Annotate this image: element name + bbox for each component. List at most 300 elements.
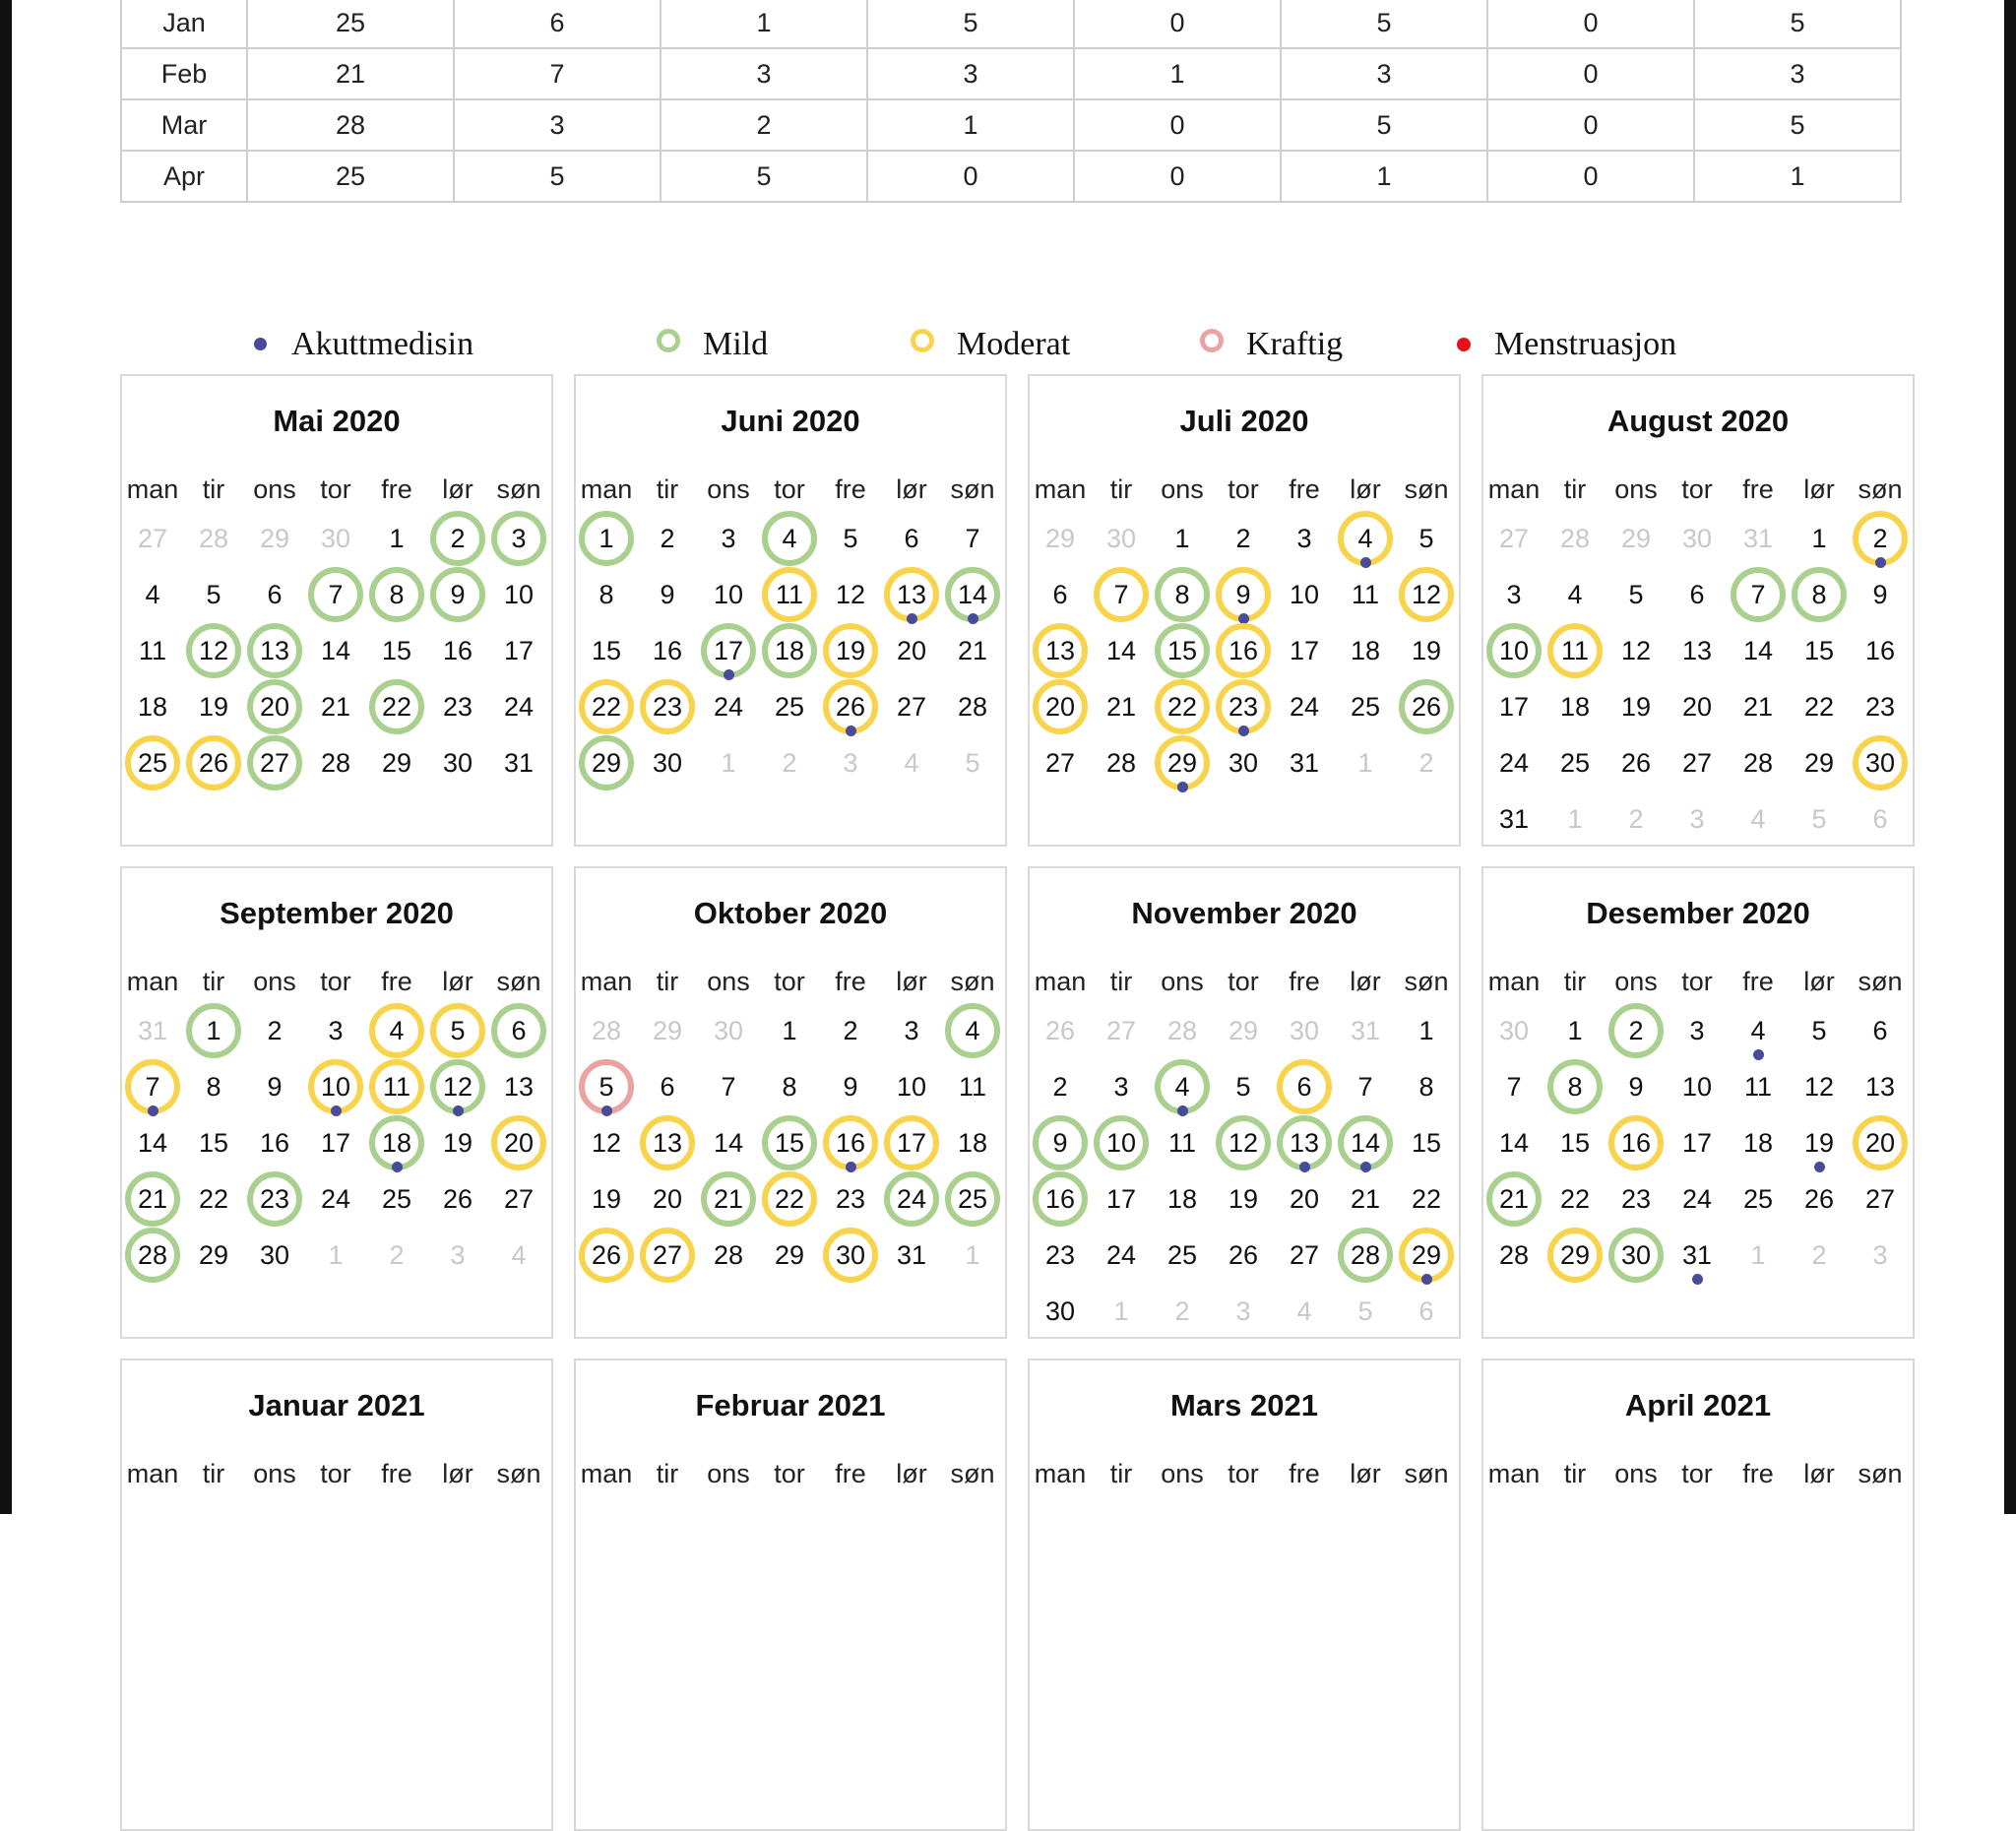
weekday-header: fre [835,474,866,504]
day-number: 31 [1289,748,1320,778]
day-number: 31 [1681,1240,1713,1270]
day-cell [244,1229,305,1282]
month-title: Oktober 2020 [693,896,888,930]
day-cell [305,1116,366,1169]
day-number: 1 [1750,1240,1766,1270]
day-number: 20 [1044,692,1076,722]
month-calendar [1481,374,1915,847]
day-number: 2 [1811,1240,1827,1270]
day-cell [1152,1116,1213,1169]
day-cell [183,1229,244,1282]
day-number: 30 [1498,1016,1530,1045]
day-number: 8 [206,1072,221,1102]
day-cell [1396,1172,1457,1226]
day-cell-outside-month [1091,512,1152,565]
day-number: 23 [1620,1184,1652,1214]
day-number: 23 [835,1184,866,1214]
day-number: 20 [1681,692,1713,722]
day-number: 18 [1559,692,1591,722]
day-number: 12 [198,636,229,665]
month-title: Mai 2020 [273,404,401,438]
day-number: 22 [1166,692,1198,722]
weekday-header: lør [896,1459,927,1488]
day-cell [820,1229,881,1282]
day-cell [366,1116,427,1169]
day-number: 6 [267,580,283,609]
day-cell [183,1060,244,1113]
day-number: 26 [1620,748,1652,778]
day-number: 16 [1864,636,1896,665]
month-title: Februar 2021 [695,1388,886,1422]
day-cell [1850,568,1911,621]
weekday-header: man [126,1459,179,1488]
day-cell [576,512,637,565]
day-number: 29 [774,1240,805,1270]
day-number: 19 [1411,636,1442,665]
day-cell [1091,1229,1152,1282]
weekday-header: ons [253,967,296,996]
weekday-header: fre [835,967,866,996]
legend-label: Menstruasjon [1494,326,1677,362]
day-cell [1274,624,1335,677]
month-calendar [1028,374,1461,847]
day-cell [1667,680,1728,733]
day-cell [1091,1172,1152,1226]
day-cell [1850,1116,1911,1169]
day-cell [637,736,698,789]
day-number: 3 [1689,804,1705,834]
weekday-header: ons [253,474,296,504]
day-number: 9 [1872,580,1888,609]
day-cell [427,680,488,733]
day-number: 1 [1357,748,1373,778]
day-cell [576,568,637,621]
weekday-header: tir [656,967,679,996]
day-number: 16 [652,636,683,665]
table-cell: 1 [1694,151,1901,202]
day-number: 6 [1689,580,1705,609]
day-cell-outside-month [1850,792,1911,846]
day-number: 2 [450,524,466,553]
day-number: 17 [1498,692,1530,722]
day-cell [1606,1229,1667,1282]
table-cell: 1 [1074,48,1281,99]
day-number: 27 [137,524,168,553]
day-number: 2 [843,1016,858,1045]
weekday-header: tor [1681,474,1713,504]
day-number: 18 [1166,1184,1198,1214]
day-cell [881,1116,942,1169]
day-number: 30 [442,748,473,778]
day-number: 3 [843,748,858,778]
day-cell [305,1172,366,1226]
day-cell [366,568,427,621]
weekday-header: ons [1614,967,1658,996]
day-number: 2 [1628,804,1644,834]
day-cell [1335,1116,1396,1169]
day-number: 23 [259,1184,290,1214]
day-cell [1544,1116,1606,1169]
day-number: 7 [145,1072,160,1102]
day-number: 26 [442,1184,473,1214]
day-cell [881,512,942,565]
day-number: 11 [1351,580,1380,609]
day-cell-outside-month [1789,792,1850,846]
table-cell-month: Apr [121,151,247,202]
day-cell [1030,1172,1091,1226]
day-cell [427,624,488,677]
day-number: 7 [965,524,980,553]
day-cell-outside-month [1335,1004,1396,1057]
table-cell-month: Jan [121,0,247,48]
day-number: 25 [381,1184,412,1214]
day-cell [183,680,244,733]
day-cell [1667,1172,1728,1226]
day-number: 30 [713,1016,744,1045]
weekday-header: fre [835,1459,866,1488]
day-number: 20 [503,1128,535,1158]
day-number: 18 [1350,636,1381,665]
day-number: 22 [1411,1184,1442,1214]
day-number: 9 [450,580,466,609]
day-number: 9 [843,1072,858,1102]
day-number: 15 [381,636,412,665]
day-number: 23 [1044,1240,1076,1270]
day-cell [1606,736,1667,789]
day-number: 6 [1872,804,1888,834]
day-cell [244,1172,305,1226]
day-number: 10 [1289,580,1320,609]
month-title: Mars 2021 [1170,1388,1318,1422]
day-number: 20 [259,692,290,722]
day-cell-outside-month [1544,512,1606,565]
day-number: 21 [137,1184,168,1214]
day-cell-outside-month [244,512,305,565]
day-cell [759,1004,820,1057]
day-number: 2 [1052,1072,1068,1102]
day-number: 2 [660,524,675,553]
day-number: 30 [259,1240,290,1270]
day-number: 21 [1350,1184,1381,1214]
day-cell [1850,1060,1911,1113]
day-cell [427,1004,488,1057]
day-cell [1483,1116,1544,1169]
day-number: 9 [660,580,675,609]
day-cell [759,568,820,621]
day-number: 12 [1803,1072,1835,1102]
day-cell [305,1060,366,1113]
weekday-header: tir [202,474,225,504]
day-number: 11 [1560,636,1590,665]
day-number: 4 [389,1016,405,1045]
day-number: 5 [843,524,858,553]
day-number: 27 [1105,1016,1137,1045]
day-cell [1850,624,1911,677]
day-cell [942,512,1003,565]
day-cell [759,1060,820,1113]
day-number: 29 [1411,1240,1442,1270]
day-number: 10 [503,580,535,609]
day-number: 17 [320,1128,351,1158]
day-number: 26 [1044,1016,1076,1045]
day-cell [1030,1116,1091,1169]
day-number: 4 [1567,580,1583,609]
weekday-header: lør [442,474,473,504]
month-title: Juli 2020 [1179,404,1309,438]
day-cell [244,736,305,789]
day-number: 1 [389,524,405,553]
month-calendar [120,1358,553,1831]
legend-label: Kraftig [1246,326,1344,362]
day-cell [1396,1060,1457,1113]
day-cell [1091,568,1152,621]
day-cell [427,1060,488,1113]
day-number: 30 [1105,524,1137,553]
table-cell: 1 [661,0,867,48]
day-cell [305,1004,366,1057]
day-number: 29 [1044,524,1076,553]
day-cell [820,1116,881,1169]
day-number: 5 [965,748,980,778]
weekday-header: ons [1161,1459,1204,1488]
weekday-header: søn [496,967,541,996]
day-number: 28 [957,692,988,722]
day-number: 8 [598,580,614,609]
day-cell [698,512,759,565]
day-cell-outside-month [1789,1229,1850,1282]
day-cell [1335,1229,1396,1282]
day-number: 15 [591,636,622,665]
day-cell [1152,1172,1213,1226]
day-cell-outside-month [1544,792,1606,846]
day-cell [1667,736,1728,789]
day-number: 6 [660,1072,675,1102]
day-cell [698,680,759,733]
day-cell-outside-month [637,1004,698,1057]
day-cell [244,1004,305,1057]
day-cell [122,1172,183,1226]
day-cell [183,624,244,677]
table-cell: 5 [1694,99,1901,151]
day-cell [881,1229,942,1282]
day-number: 28 [1166,1016,1198,1045]
day-cell [122,1116,183,1169]
day-number: 20 [896,636,927,665]
day-number: 30 [835,1240,866,1270]
day-cell [942,1172,1003,1226]
day-cell [942,568,1003,621]
table-cell: 25 [247,0,454,48]
month-calendar [574,374,1007,847]
day-cell [1274,736,1335,789]
day-cell [305,680,366,733]
day-number: 4 [1174,1072,1190,1102]
table-cell: 0 [1487,151,1694,202]
day-number: 27 [1289,1240,1320,1270]
day-cell [698,1229,759,1282]
table-cell: 5 [1281,0,1487,48]
day-number: 13 [1044,636,1076,665]
day-number: 7 [1113,580,1129,609]
day-number: 13 [259,636,290,665]
weekday-header: lør [1803,474,1835,504]
day-number: 3 [904,1016,919,1045]
weekday-header: man [126,967,179,996]
day-cell [1789,512,1850,565]
month-calendar [1028,1358,1461,1831]
day-number: 25 [774,692,805,722]
day-cell-outside-month [1335,1285,1396,1338]
day-cell [576,624,637,677]
day-cell [1728,624,1789,677]
weekday-header: ons [707,1459,750,1488]
day-cell [1667,1004,1728,1057]
day-cell [488,1172,549,1226]
day-cell [1850,512,1911,565]
day-cell [1213,1116,1274,1169]
month-calendar [1481,866,1915,1339]
day-number: 21 [957,636,988,665]
day-number: 10 [1498,636,1530,665]
day-number: 30 [1228,748,1259,778]
weekday-header: lør [1350,474,1381,504]
day-number: 19 [1228,1184,1259,1214]
weekday-header: søn [1858,474,1903,504]
day-cell [1335,1172,1396,1226]
day-cell [1030,1060,1091,1113]
day-cell [1789,1004,1850,1057]
day-number: 31 [1498,804,1530,834]
day-number: 5 [1357,1296,1373,1326]
day-cell [122,680,183,733]
month-title: Juni 2020 [721,404,860,438]
day-number: 4 [904,748,919,778]
day-cell-outside-month [1396,736,1457,789]
day-number: 31 [1742,524,1774,553]
day-cell [244,624,305,677]
day-cell [698,1116,759,1169]
day-cell [1152,512,1213,565]
weekday-header: søn [950,1459,995,1488]
day-cell [1606,1004,1667,1057]
day-cell [942,1004,1003,1057]
day-number: 24 [1105,1240,1137,1270]
day-number: 6 [1296,1072,1312,1102]
day-cell [820,1004,881,1057]
weekday-header: tor [774,474,805,504]
day-number: 29 [1228,1016,1259,1045]
day-cell [576,1116,637,1169]
day-number: 29 [198,1240,229,1270]
day-number: 5 [1628,580,1644,609]
weekday-header: tir [656,474,679,504]
day-cell [1728,680,1789,733]
day-cell [1728,1172,1789,1226]
day-number: 21 [1105,692,1137,722]
day-cell [942,1116,1003,1169]
day-cell [1483,1060,1544,1113]
day-number: 3 [1506,580,1522,609]
day-number: 8 [1418,1072,1434,1102]
day-cell [366,736,427,789]
weekday-header: man [1487,474,1541,504]
day-cell [1396,1116,1457,1169]
weekday-header: man [1487,1459,1541,1488]
day-cell [881,1172,942,1226]
day-number: 12 [591,1128,622,1158]
day-cell [576,736,637,789]
weekday-header: tor [320,967,351,996]
weekday-header: fre [1289,474,1320,504]
day-number: 24 [1498,748,1530,778]
day-cell [1850,736,1911,789]
day-cell [1030,568,1091,621]
day-cell [637,624,698,677]
day-number: 11 [1167,1128,1197,1158]
day-cell-outside-month [759,736,820,789]
day-number: 14 [1498,1128,1530,1158]
day-number: 6 [1052,580,1068,609]
day-cell [1030,624,1091,677]
day-cell-outside-month [576,1004,637,1057]
day-cell [488,1116,549,1169]
day-number: 30 [320,524,351,553]
day-number: 7 [1750,580,1766,609]
day-number: 26 [835,692,866,722]
table-cell: 1 [867,99,1074,151]
day-number: 18 [381,1128,412,1158]
day-number: 3 [511,524,527,553]
day-number: 13 [896,580,927,609]
day-number: 11 [138,636,167,665]
day-cell [1396,512,1457,565]
weekday-header: man [1034,474,1087,504]
day-cell-outside-month [1667,512,1728,565]
day-cell-outside-month [1335,736,1396,789]
weekday-header: fre [381,474,412,504]
month-calendar [574,1358,1007,1831]
weekday-header: tor [320,474,351,504]
day-number: 27 [896,692,927,722]
day-cell [244,1060,305,1113]
day-number: 22 [1559,1184,1591,1214]
day-cell [1728,1004,1789,1057]
day-cell [1606,568,1667,621]
day-number: 11 [958,1072,987,1102]
weekday-header: søn [1404,474,1449,504]
table-cell: 25 [247,151,454,202]
day-cell [1728,736,1789,789]
day-cell [637,1116,698,1169]
day-number: 1 [1174,524,1190,553]
day-cell [881,568,942,621]
day-cell [1335,512,1396,565]
weekday-header: tor [1228,967,1259,996]
day-number: 30 [1289,1016,1320,1045]
day-number: 3 [1113,1072,1129,1102]
table-cell: 2 [661,99,867,151]
day-number: 5 [1811,804,1827,834]
weekday-header: tir [1563,1459,1587,1488]
day-cell [820,680,881,733]
day-number: 5 [1418,524,1434,553]
day-cell [1274,1060,1335,1113]
day-cell [244,1116,305,1169]
month-calendar [1481,1358,1915,1831]
day-number: 29 [652,1016,683,1045]
day-number: 25 [1742,1184,1774,1214]
day-number: 28 [1105,748,1137,778]
